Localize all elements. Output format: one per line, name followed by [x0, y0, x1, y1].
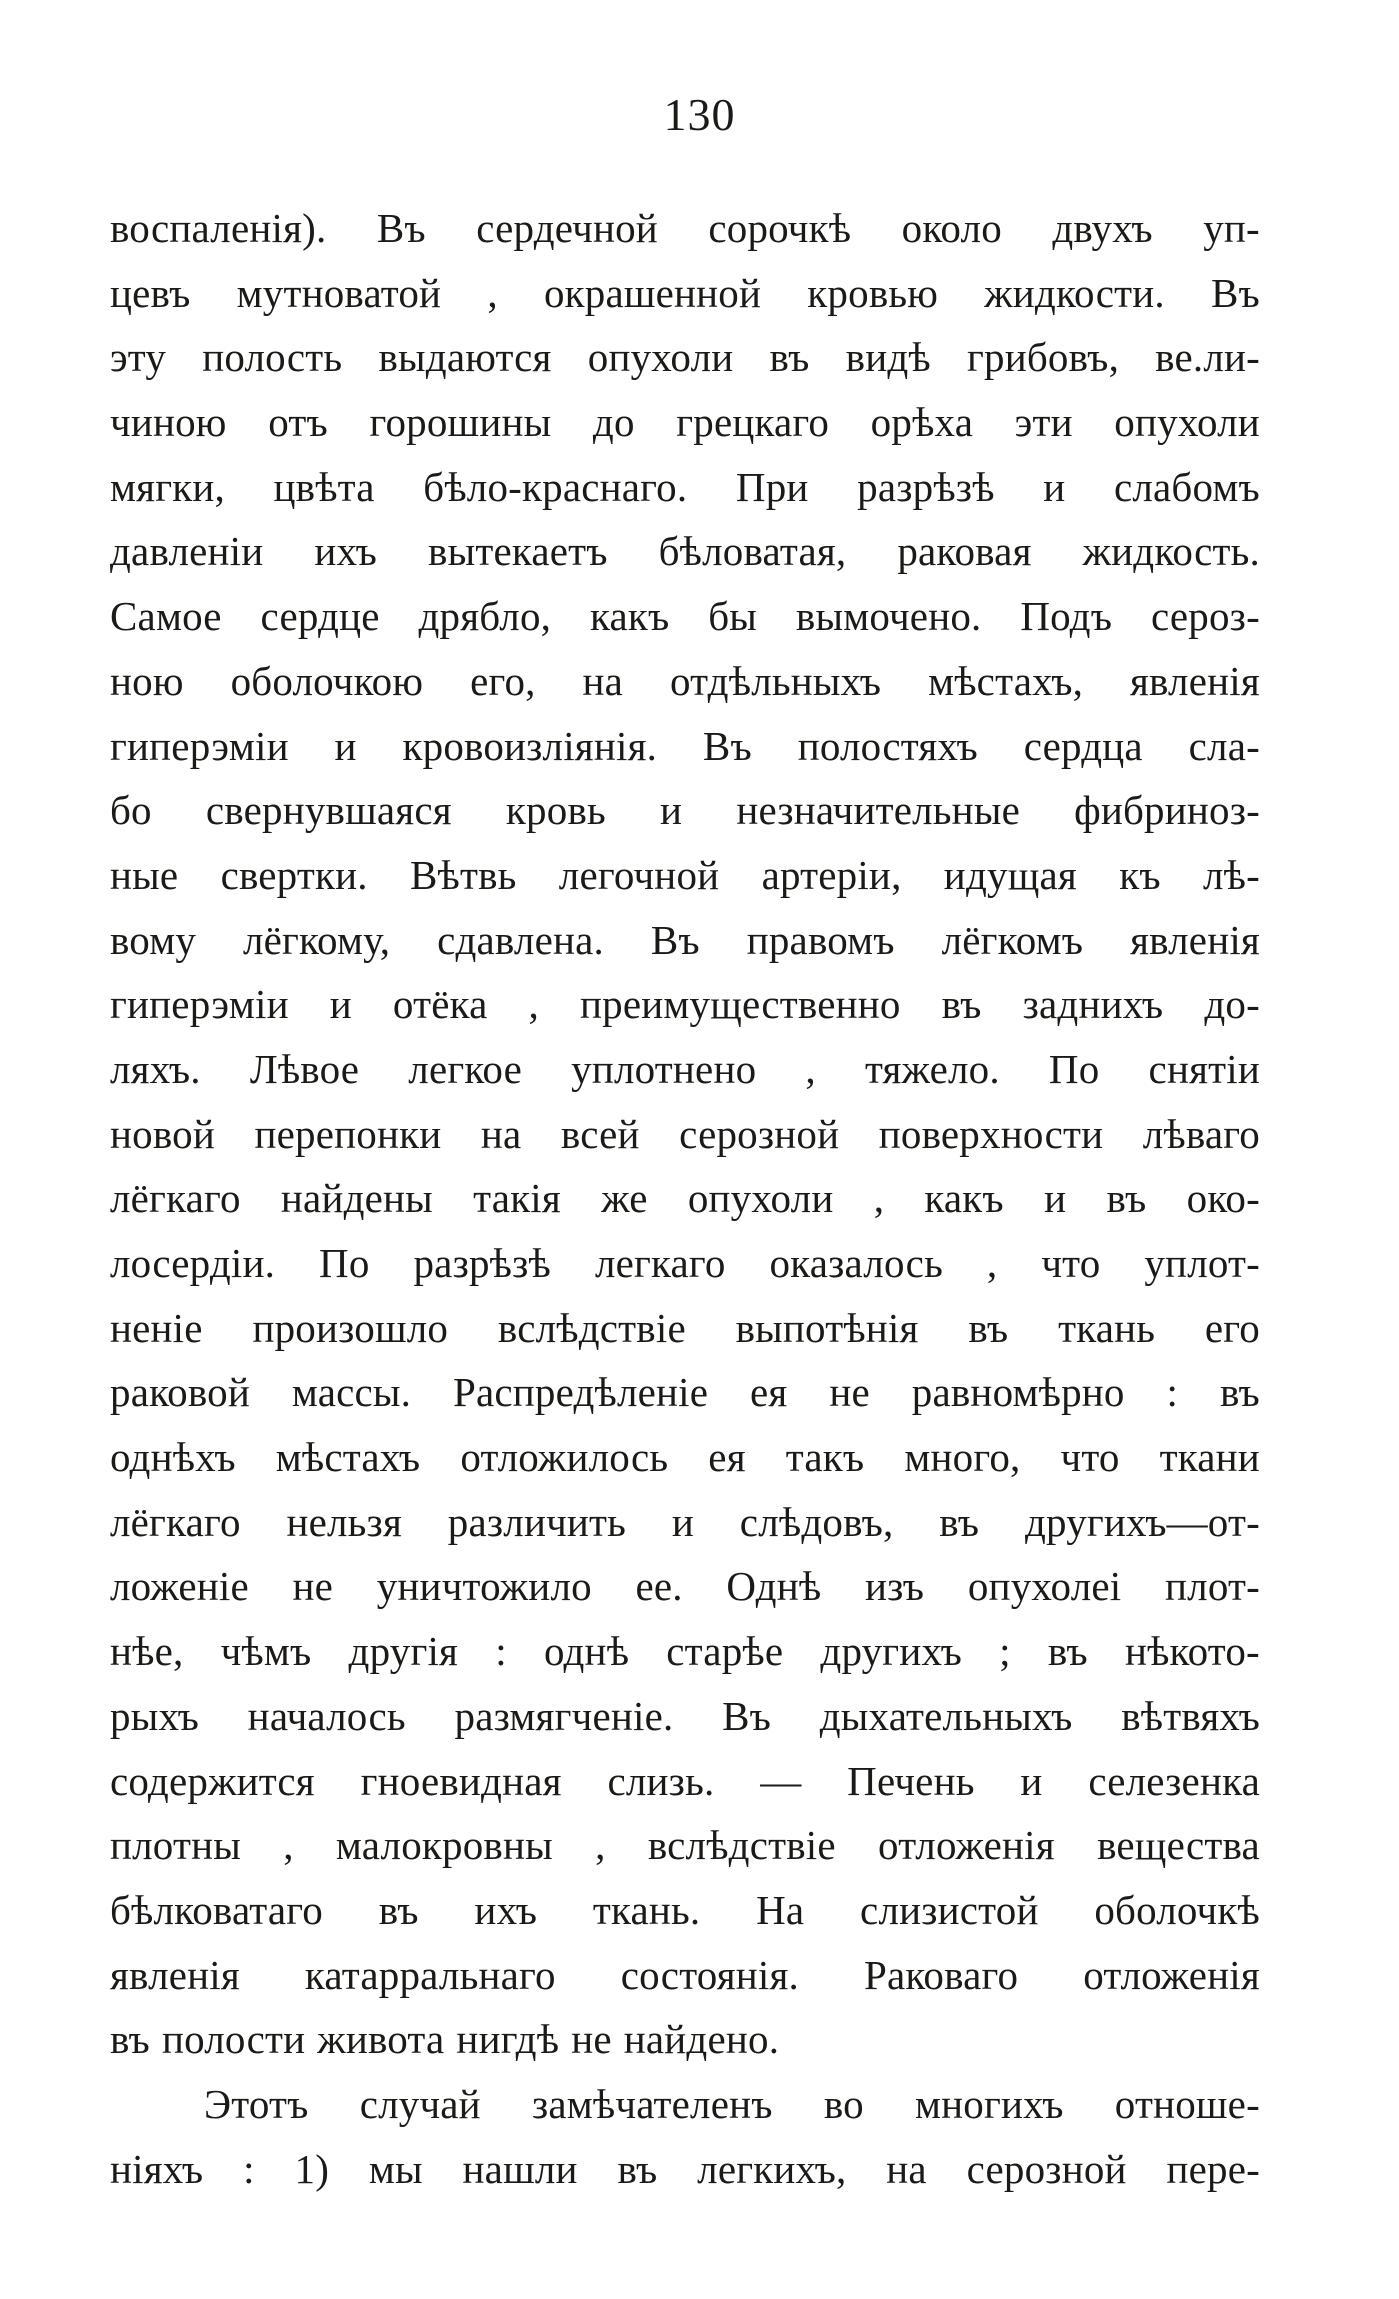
- word: мягки,: [110, 463, 225, 510]
- word: ее.: [635, 1563, 683, 1610]
- word: лёгкаго: [110, 1498, 241, 1545]
- word: явленія: [1129, 657, 1260, 704]
- word: ея: [708, 1434, 746, 1481]
- text-line: [110, 843, 1260, 908]
- word: уплотнено: [571, 1045, 757, 1092]
- word: плотны: [110, 1822, 241, 1869]
- word: уп-: [1203, 205, 1260, 251]
- word: старѣе: [666, 1628, 784, 1675]
- text-line: [110, 649, 1260, 714]
- text-line: [110, 1490, 1260, 1555]
- word: разрѣзѣ: [413, 1240, 551, 1286]
- word: его,: [470, 657, 536, 704]
- text-line: [110, 390, 1260, 455]
- word: другихъ: [820, 1628, 963, 1675]
- word: жидкости.: [984, 269, 1165, 316]
- word: ные: [110, 851, 179, 898]
- word: давленіи: [110, 528, 264, 575]
- text-line: [110, 1037, 1260, 1102]
- page-number: 130: [663, 89, 736, 140]
- word: Печень: [847, 1757, 975, 1804]
- word: серозной: [966, 2145, 1127, 2192]
- word: оказалось: [769, 1240, 943, 1286]
- word: кровью: [807, 269, 939, 316]
- word: же: [601, 1175, 648, 1222]
- word: въ: [939, 1498, 980, 1545]
- word: ;: [999, 1628, 1011, 1675]
- word: въ: [617, 2145, 658, 2192]
- word: мы: [368, 2145, 423, 2192]
- text-line: [110, 584, 1260, 649]
- word: полости: [161, 2016, 306, 2063]
- word: ве.ли-: [1155, 334, 1260, 381]
- word: свернувшаяся: [205, 787, 452, 834]
- word: По: [319, 1240, 370, 1286]
- word: полостяхъ: [797, 722, 978, 769]
- word: ,: [595, 1822, 606, 1869]
- word: легкаго: [594, 1240, 726, 1286]
- word: отложенія: [1083, 1951, 1260, 1998]
- word: Лѣвое: [249, 1045, 360, 1092]
- word: чиною: [110, 399, 227, 446]
- text-line: [110, 455, 1260, 520]
- word: катарральнаго: [304, 1951, 556, 1998]
- word: эту: [110, 334, 167, 381]
- word: такія: [473, 1175, 561, 1222]
- word: и: [1043, 463, 1066, 510]
- word: оболочкѣ: [1094, 1886, 1260, 1933]
- word: на: [582, 657, 624, 704]
- word: въ: [1106, 1175, 1147, 1222]
- word: сердечной: [476, 205, 658, 251]
- word: всей: [560, 1110, 640, 1157]
- word: На: [756, 1886, 805, 1933]
- word: другихъ—от-: [1024, 1498, 1260, 1545]
- text-line: [110, 1878, 1260, 1943]
- word: явленія: [1130, 916, 1260, 963]
- word: сероз-: [1150, 593, 1260, 640]
- word: разрѣзѣ: [857, 463, 995, 510]
- word: плот-: [1165, 1563, 1260, 1610]
- word: нельзя: [286, 1498, 403, 1545]
- word: вому: [110, 916, 197, 963]
- word: ,: [283, 1822, 294, 1869]
- word: :: [243, 2145, 255, 2192]
- word: Однѣ: [726, 1563, 822, 1610]
- word: до-: [1204, 981, 1260, 1028]
- word: Этотъ: [204, 2080, 309, 2127]
- word: идущая: [943, 851, 1077, 898]
- word: бы: [708, 593, 758, 640]
- word: сердца: [1023, 722, 1143, 769]
- word: и: [329, 981, 352, 1028]
- word: По: [1048, 1045, 1100, 1092]
- word: гиперэміи: [110, 981, 289, 1028]
- word: заднихъ: [1022, 981, 1164, 1028]
- word: Въ: [1211, 269, 1260, 316]
- word: сла-: [1188, 722, 1260, 769]
- text-line: [110, 972, 1260, 1037]
- word: не: [292, 1563, 334, 1610]
- word: нашли: [462, 2145, 578, 2192]
- text-line: [110, 196, 1260, 261]
- word: двухъ: [1052, 205, 1153, 251]
- word: ложеніе: [110, 1563, 249, 1610]
- word: незначительные: [736, 787, 1020, 834]
- word: рыхъ: [110, 1692, 199, 1739]
- word: легочной: [558, 851, 720, 898]
- word: однѣхъ: [110, 1434, 236, 1481]
- word: выпотѣнія: [735, 1304, 919, 1351]
- word: орѣха: [870, 399, 974, 446]
- word: горошины: [369, 399, 552, 446]
- word: опухоли: [1114, 399, 1260, 446]
- word: что: [1060, 1434, 1120, 1481]
- word: снятіи: [1148, 1045, 1260, 1092]
- word: въ: [769, 334, 810, 381]
- word: серозной: [679, 1110, 840, 1157]
- text-line: [110, 1684, 1260, 1749]
- word: мѣстахъ: [275, 1434, 421, 1481]
- word: какъ: [924, 1175, 1004, 1222]
- word: вслѣдствіе: [647, 1822, 836, 1869]
- word: окрашенной: [543, 269, 762, 316]
- word: ихъ: [314, 528, 378, 575]
- word: нѣе,: [110, 1628, 184, 1675]
- word: неніе: [110, 1304, 203, 1351]
- word: видѣ: [845, 334, 931, 381]
- word: ніяхъ: [110, 2145, 204, 2192]
- word: чѣмъ: [220, 1628, 312, 1675]
- word: вслѣдствіе: [497, 1304, 686, 1351]
- word: нигдѣ: [456, 2016, 560, 2063]
- word: цвѣта: [273, 463, 375, 510]
- word: :: [495, 1628, 507, 1675]
- word: бѣлковатаго: [110, 1886, 323, 1933]
- word: кровь: [505, 787, 606, 834]
- word: —: [760, 1757, 802, 1804]
- text-line: [110, 325, 1260, 390]
- word: въ: [110, 2016, 150, 2063]
- word: лёгкому,: [242, 916, 391, 963]
- word: бо: [110, 787, 152, 834]
- word: тяжело.: [864, 1045, 1000, 1092]
- word: Въ: [722, 1692, 772, 1739]
- word: выдаются: [378, 334, 552, 381]
- word: различить: [447, 1498, 627, 1545]
- word: въ: [968, 1304, 1009, 1351]
- word: пере-: [1166, 2145, 1260, 2192]
- word: на: [886, 2145, 927, 2192]
- word: Распредѣленіе: [452, 1369, 709, 1416]
- word: ,: [487, 269, 498, 316]
- word: слабомъ: [1113, 463, 1260, 510]
- word: бѣловатая,: [658, 528, 847, 575]
- text-line: [110, 1231, 1260, 1296]
- word: преимущественно: [579, 981, 901, 1028]
- word: Въ: [650, 916, 700, 963]
- word: отложенія: [878, 1822, 1055, 1869]
- word: отёка: [392, 981, 488, 1028]
- text-line: [110, 1554, 1260, 1619]
- word: полость: [202, 334, 343, 381]
- word: ,: [528, 981, 539, 1028]
- word: до: [592, 399, 635, 446]
- word: фибриноз-: [1074, 787, 1260, 834]
- word: лосердіи.: [110, 1240, 276, 1286]
- word: слѣдовъ,: [739, 1498, 894, 1545]
- word: раковой: [110, 1369, 250, 1416]
- text-line: [110, 1943, 1260, 2008]
- word: свертки.: [220, 851, 368, 898]
- text-line: [110, 1749, 1260, 1814]
- text-line: [110, 261, 1260, 326]
- word: что: [1041, 1240, 1101, 1286]
- word: явленія: [110, 1951, 240, 1998]
- word: замѣчателенъ: [531, 2080, 773, 2127]
- word: нѣкото-: [1124, 1628, 1260, 1675]
- word: слизистой: [860, 1886, 1039, 1933]
- word: состоянія.: [620, 1951, 799, 1998]
- word: отдѣльныхъ: [669, 657, 882, 704]
- word: вытекаетъ: [428, 528, 608, 575]
- word: кровоизліянія.: [402, 722, 658, 769]
- word: сорочкѣ: [708, 205, 852, 251]
- word: отложилось: [460, 1434, 669, 1481]
- word: грецкаго: [676, 399, 830, 446]
- word: сердце: [260, 593, 380, 640]
- word: ткани: [1159, 1434, 1260, 1481]
- word: Подъ: [1020, 593, 1113, 640]
- word: уничтожило: [376, 1563, 592, 1610]
- word: ,: [873, 1175, 885, 1222]
- word: найдено.: [623, 2016, 780, 2063]
- word: случай: [359, 2080, 481, 2127]
- word: мѣстахъ,: [928, 657, 1084, 704]
- word: какъ: [589, 593, 670, 640]
- word: жидкость.: [1082, 528, 1260, 575]
- word: ткань: [1058, 1304, 1156, 1351]
- word: эти: [1014, 399, 1073, 446]
- word: равномѣрно: [911, 1369, 1125, 1416]
- word: и: [1020, 1757, 1043, 1804]
- word: лёгкомъ: [941, 916, 1084, 963]
- text-line: [110, 1619, 1260, 1684]
- word: въ: [1047, 1628, 1088, 1675]
- word: слизь.: [607, 1757, 715, 1804]
- word: отноше-: [1114, 2080, 1260, 2127]
- word: и: [671, 1498, 695, 1545]
- text-line: [110, 2007, 1260, 2072]
- word: размягченіе.: [454, 1692, 674, 1739]
- word: отъ: [268, 399, 328, 446]
- word: артеріи,: [761, 851, 902, 898]
- word: опухолеі: [967, 1563, 1122, 1610]
- text-line: [110, 908, 1260, 973]
- word: оболочкою: [230, 657, 424, 704]
- word: и: [1044, 1175, 1067, 1222]
- word: селезенка: [1088, 1757, 1260, 1804]
- text-line: [110, 1102, 1260, 1167]
- word: около: [901, 205, 1002, 251]
- word: опухоли: [587, 334, 734, 381]
- word: Раковаго: [863, 1951, 1019, 1998]
- word: раковая: [897, 528, 1032, 575]
- word: поверхности: [878, 1110, 1104, 1157]
- word: дыхательныхъ: [819, 1692, 1073, 1739]
- word: гиперэміи: [110, 722, 289, 769]
- word: такъ: [785, 1434, 865, 1481]
- word: Въ: [376, 205, 426, 251]
- word: мутноватой: [236, 269, 442, 316]
- text-line: [110, 1296, 1260, 1361]
- word: не: [571, 2016, 612, 2063]
- word: лѣ-: [1203, 851, 1260, 898]
- word: цевъ: [110, 269, 191, 316]
- word: малокровны: [335, 1822, 553, 1869]
- word: перепонки: [254, 1110, 442, 1157]
- word: 1): [294, 2145, 330, 2192]
- word: :: [1166, 1369, 1179, 1416]
- word: Въ: [702, 722, 752, 769]
- text-line: [110, 2072, 1260, 2137]
- word: изъ: [864, 1563, 925, 1610]
- text-line: [110, 519, 1260, 584]
- text-line: [110, 1166, 1260, 1231]
- word: Вѣтвь: [409, 851, 517, 898]
- word: вѣтвяхъ: [1121, 1692, 1260, 1739]
- text-line: [110, 2137, 1260, 2202]
- word: гноевидная: [360, 1757, 562, 1804]
- word: Самое: [110, 593, 222, 640]
- word: уплот-: [1144, 1240, 1260, 1286]
- word: ляхъ.: [110, 1045, 201, 1092]
- word: лѣваго: [1142, 1110, 1260, 1157]
- word: ткань.: [592, 1886, 701, 1933]
- word: въ: [1219, 1369, 1260, 1416]
- text-line: [110, 1813, 1260, 1878]
- word: опухоли: [687, 1175, 834, 1222]
- word: око-: [1186, 1175, 1260, 1222]
- word: не: [829, 1369, 870, 1416]
- word: массы.: [291, 1369, 412, 1416]
- word: сдавлена.: [437, 916, 604, 963]
- word: ,: [805, 1045, 816, 1092]
- word: дрябло,: [418, 593, 552, 640]
- word: въ: [941, 981, 982, 1028]
- word: на: [480, 1110, 522, 1157]
- word: найдены: [280, 1175, 433, 1222]
- word: его: [1204, 1304, 1260, 1351]
- word: содержится: [110, 1757, 315, 1804]
- text-line: [110, 714, 1260, 779]
- word: легкое: [408, 1045, 523, 1092]
- word: ихъ: [474, 1886, 538, 1933]
- word: воспаленія).: [110, 205, 327, 251]
- word: лёгкаго: [110, 1175, 241, 1222]
- word: къ: [1119, 851, 1161, 898]
- word: новой: [110, 1110, 215, 1157]
- word: началось: [247, 1692, 406, 1739]
- text-line: [110, 1360, 1260, 1425]
- word: легкихъ,: [697, 2145, 847, 2192]
- word: много,: [904, 1434, 1021, 1481]
- word: вещества: [1097, 1822, 1260, 1869]
- word: однѣ: [543, 1628, 630, 1675]
- word: ,: [986, 1240, 998, 1286]
- word: многихъ: [914, 2080, 1064, 2127]
- word: вымочено.: [795, 593, 982, 640]
- word: другія: [348, 1628, 459, 1675]
- word: ея: [750, 1369, 788, 1416]
- word: бѣло-краснаго.: [423, 463, 688, 510]
- word: живота: [317, 2016, 445, 2063]
- word: въ: [378, 1886, 419, 1933]
- word: грибовъ,: [967, 334, 1120, 381]
- word: произошло: [252, 1304, 449, 1351]
- word: и: [660, 787, 683, 834]
- word: ною: [110, 657, 184, 704]
- body-text: [110, 196, 1260, 2201]
- word: во: [823, 2080, 864, 2127]
- text-line: [110, 1425, 1260, 1490]
- word: При: [735, 463, 809, 510]
- word: правомъ: [746, 916, 895, 963]
- word: и: [334, 722, 357, 769]
- text-line: [110, 778, 1260, 843]
